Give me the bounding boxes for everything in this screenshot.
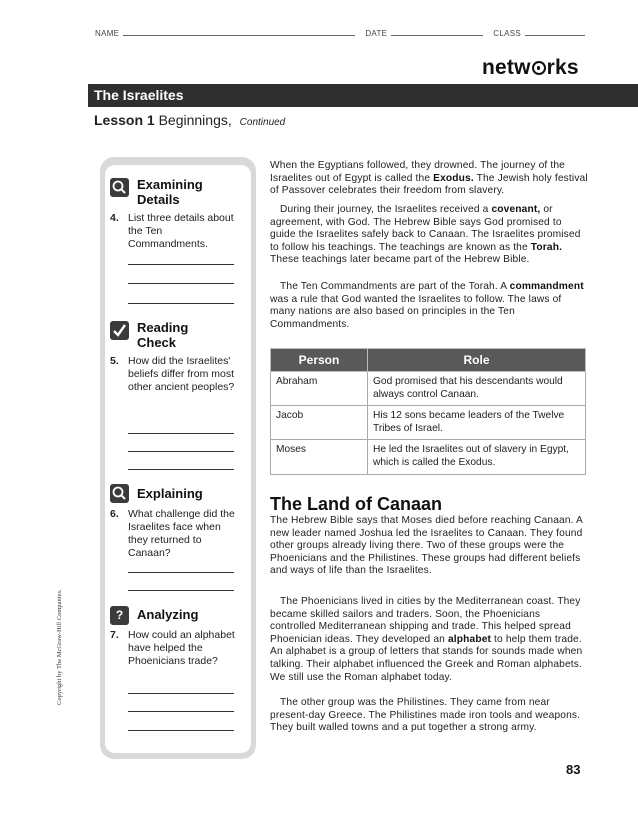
person-role-table — [270, 348, 586, 475]
date-field[interactable] — [391, 27, 483, 36]
section-heading-canaan: The Land of Canaan — [270, 494, 443, 514]
question-6: 6. What challenge did the Israelites face when they returned to Canaan? — [110, 508, 235, 559]
logo-o-icon — [532, 61, 546, 75]
question-icon: ? — [110, 606, 129, 625]
lesson-number: Lesson 1 — [94, 112, 155, 128]
answer-line[interactable] — [128, 283, 234, 284]
answer-line[interactable] — [128, 590, 234, 591]
answer-line[interactable] — [128, 730, 234, 731]
table-cell: Jacob — [271, 406, 368, 440]
paragraph-exodus: When the Egyptians followed, they drowned. The journey of the Israelites out of Egypt is called the Exodus. The Jewish holy festival of Passover celebrates their freedom from slavery. — [270, 160, 588, 197]
table-header-person: Person — [271, 349, 368, 372]
analyzing-heading: Analyzing — [137, 607, 199, 622]
answer-line[interactable] — [128, 711, 234, 712]
paragraph-philistines: The other group was the Philistines. They came from near present-day Greece. The Philistines made iron tools and weapons. They built walled towns and a put together a strong army. — [270, 697, 581, 734]
paragraph-phoenicians: The Phoenicians lived in cities by the Mediterranean coast. They became skilled sailors and traders. Soon, the Phoenicians controlled Mediterranean shipping and trade. This helped spread Phoenician ideas. They developed an alphabet to help them trade. An alphabet is a group of letters that stands for sounds made when talking. Their alphabet influenced the Greek and Roman alphabets. We still use the Roman alphabet today. — [270, 596, 583, 683]
question-4: 4. List three details about the Ten Commandments. — [110, 212, 234, 250]
magnifier-icon — [110, 484, 129, 503]
copyright-notice: Copyright by The McGraw-Hill Companies. — [56, 589, 63, 705]
paragraph-commandments: The Ten Commandments are part of the Torah. A commandment was a rule that God wanted the Israelites to follow. The laws of many nations are also based on principles in the Ten Commandments. — [270, 281, 584, 330]
table-cell: God promised that his descendants would always control Canaan. — [368, 372, 586, 406]
table-cell: Moses — [271, 440, 368, 474]
magnifier-icon — [110, 178, 129, 197]
answer-line[interactable] — [128, 433, 234, 434]
name-field[interactable] — [123, 27, 355, 36]
networks-logo: netw rks — [482, 56, 579, 79]
table-header-role: Role — [368, 349, 586, 372]
paragraph-covenant: During their journey, the Israelites received a covenant, or agreement, with God. The Hebrew Bible says God promised to guide the Israelites safely back to Canaan. The Israelites promised to follow his teachings. The teachings are known as the Torah. These teachings later became part of the Hebrew Bible. — [270, 204, 581, 266]
table-cell: His 12 sons became leaders of the Twelve Tribes of Israel. — [368, 406, 586, 440]
table-cell: Abraham — [271, 372, 368, 406]
paragraph-canaan: The Hebrew Bible says that Moses died before reaching Canaan. A new leader named Joshua led the Israelites to Canaan. They found other groups already living there. Two of these groups were the Phoenicians and the Philistines. These groups had different beliefs and ways of life than the Israelites. — [270, 515, 583, 577]
reading-check-heading: Reading Check — [137, 320, 189, 350]
answer-line[interactable] — [128, 451, 234, 452]
answer-line[interactable] — [128, 693, 234, 694]
answer-line[interactable] — [128, 264, 234, 265]
name-label: NAME — [95, 29, 120, 38]
table-row — [271, 406, 586, 440]
table-cell: He led the Israelites out of slavery in Egypt, which is called the Exodus. — [368, 440, 586, 474]
lesson-continued: Continued — [239, 117, 286, 128]
table-row — [271, 440, 586, 474]
class-label: CLASS — [493, 29, 522, 38]
chapter-title: The Israelites — [94, 87, 184, 103]
explaining-heading: Explaining — [137, 486, 203, 501]
page-number: 83 — [566, 762, 581, 777]
lesson-title — [94, 112, 285, 128]
chapter-title-bar — [88, 84, 638, 107]
date-label: DATE — [365, 29, 388, 38]
question-7: 7. How could an alphabet have helped the Phoenicians trade? — [110, 629, 235, 667]
examining-details-heading: Examining Details — [137, 177, 203, 207]
student-info-header — [95, 27, 595, 38]
answer-line[interactable] — [128, 303, 234, 304]
answer-line[interactable] — [128, 572, 234, 573]
class-field[interactable] — [525, 27, 585, 36]
table-row — [271, 372, 586, 406]
question-5: 5. How did the Israelites' beliefs differ from most other ancient peoples? — [110, 355, 235, 393]
checkmark-icon — [110, 321, 129, 340]
lesson-name: Beginnings, — [158, 112, 232, 128]
answer-line[interactable] — [128, 469, 234, 470]
